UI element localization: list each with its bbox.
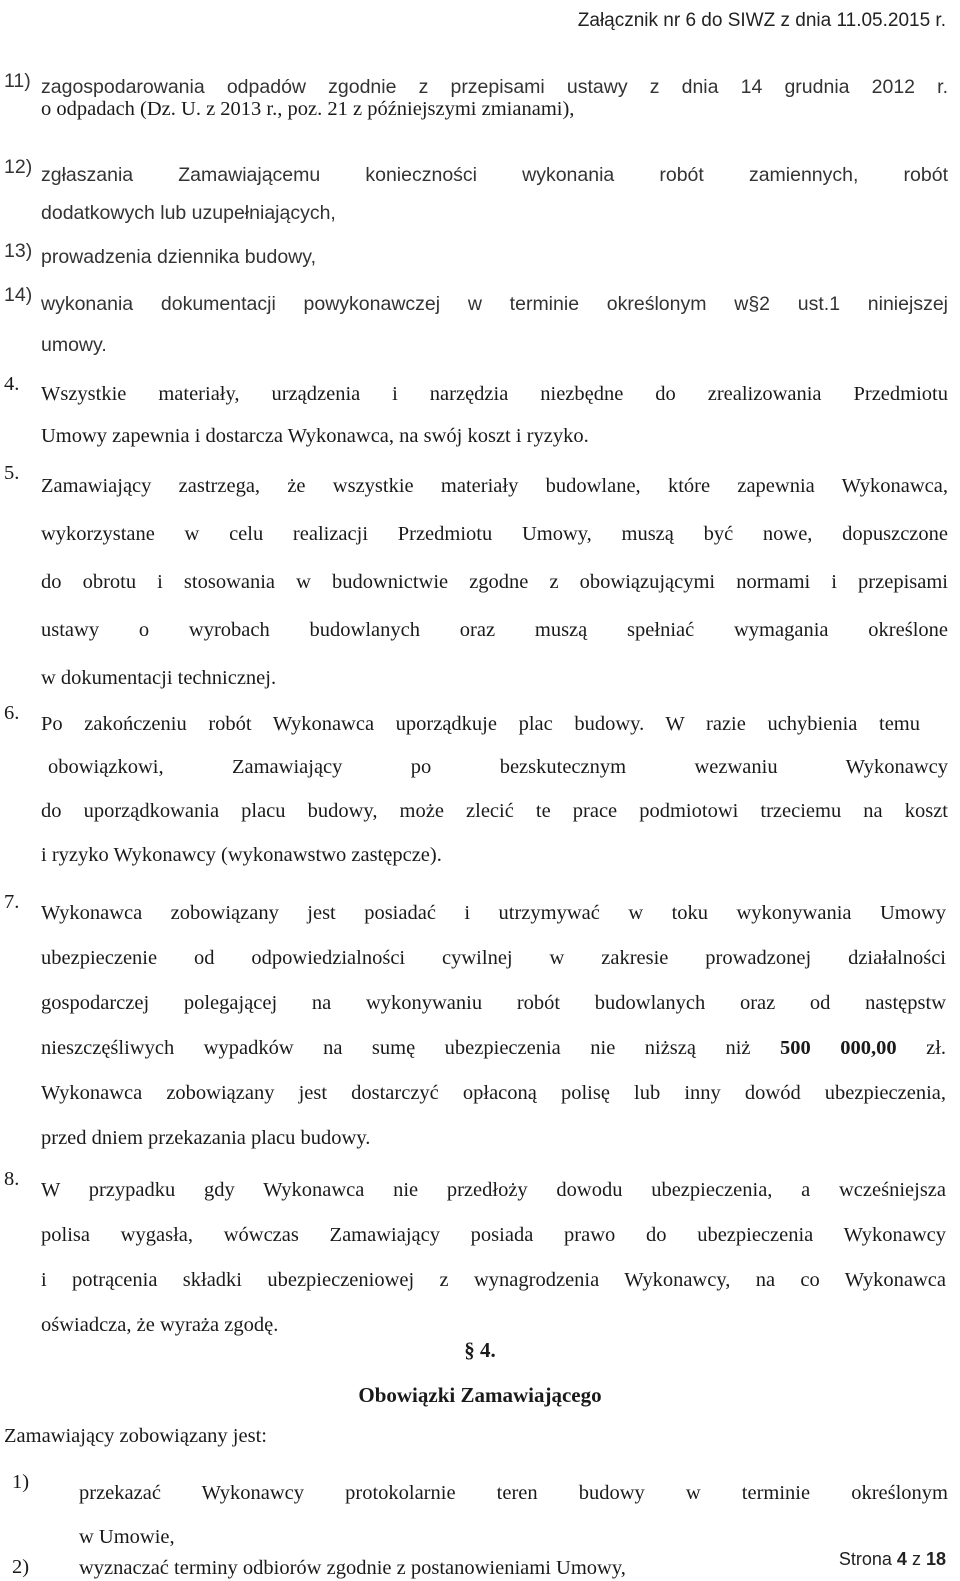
paragraph-line: polisa wygasła, wówczas Zamawiający posiada prawo do ubezpieczenia Wykonawcy: [41, 1224, 946, 1246]
currency: zł.: [926, 1037, 947, 1059]
paragraph-line: przed dniem przekazania placu budowy.: [41, 1127, 371, 1149]
page-footer: [839, 1549, 946, 1570]
item-line: wyznaczać terminy odbiorów zgodnie z postanowieniami Umowy,: [79, 1557, 626, 1579]
item-number: 1): [12, 1471, 30, 1493]
paragraph-line: oświadcza, że wyraża zgodę.: [41, 1314, 279, 1336]
paragraph-line: Wszystkie materiały, urządzenia i narzędzia niezbędne do zrealizowania Przedmiotu: [41, 383, 948, 405]
item-line: o odpadach (Dz. U. z 2013 r., poz. 21 z późniejszymi zmianami),: [41, 98, 575, 120]
paragraph-line: i potrącenia składki ubezpieczeniowej z wynagrodzenia Wykonawcy, na co Wykonawca: [41, 1269, 946, 1291]
paragraph-line: nieszczęśliwych wypadków na sumę ubezpieczenia nie niższą niż: [41, 1037, 751, 1059]
paragraph-number: 7.: [4, 891, 20, 913]
item-line: dodatkowych lub uzupełniających,: [41, 202, 336, 224]
paragraph-line: ustawy o wyrobach budowlanych oraz muszą spełniać wymagania określone: [41, 619, 948, 641]
item-number: 12): [4, 156, 33, 178]
paragraph-line: do obrotu i stosowania w budownictwie zgodne z obowiązującymi normami i przepisami: [41, 571, 948, 593]
item-line: umowy.: [41, 334, 107, 356]
insurance-amount: 500 000,00: [780, 1037, 897, 1059]
paragraph-line: Po zakończeniu robót Wykonawca uporządkuje plac budowy. W razie uchybienia temu: [41, 713, 920, 735]
paragraph-line: i ryzyko Wykonawcy (wykonawstwo zastępcze).: [41, 844, 442, 866]
paragraph-number: 6.: [4, 702, 20, 724]
footer-mid: z: [911, 1549, 921, 1569]
section-number: § 4.: [464, 1338, 496, 1362]
item-number: 11): [4, 70, 31, 92]
section-title: Obowiązki Zamawiającego: [358, 1383, 602, 1407]
item-number: 14): [4, 284, 33, 306]
footer-prefix: Strona: [838, 1549, 892, 1569]
item-line: wykonania dokumentacji powykonawczej w terminie określonym w§2 ust.1 niniejszej: [41, 293, 948, 315]
paragraph-line: W przypadku gdy Wykonawca nie przedłoży dowodu ubezpieczenia, a wcześniejsza: [41, 1179, 946, 1201]
item-line: zgłaszania Zamawiającemu konieczności wykonania robót zamiennych, robót: [41, 164, 948, 186]
item-number: 13): [4, 240, 33, 262]
paragraph-line: ubezpieczenie od odpowiedzialności cywilnej w zakresie prowadzonej działalności: [41, 947, 946, 969]
footer-page: 4: [896, 1549, 907, 1569]
paragraph-line: Wykonawca zobowiązany jest posiadać i utrzymywać w toku wykonywania Umowy: [41, 902, 946, 924]
item-line: w Umowie,: [79, 1526, 175, 1548]
paragraph-number: 5.: [4, 462, 20, 484]
paragraph-line: do uporządkowania placu budowy, może zlecić te prace podmiotowi trzeciemu na koszt: [41, 800, 948, 822]
paragraph-line: Zamawiający zastrzega, że wszystkie materiały budowlane, które zapewnia Wykonawca,: [41, 475, 948, 497]
paragraph-line: w dokumentacji technicznej.: [41, 667, 277, 689]
item-line: przekazać Wykonawcy protokolarnie teren budowy w terminie określonym: [79, 1482, 948, 1504]
paragraph-line: gospodarczej polegającej na wykonywaniu robót budowlanych oraz od następstw: [41, 992, 946, 1014]
paragraph-line: Wykonawca zobowiązany jest dostarczyć opłaconą polisę lub inny dowód ubezpieczenia,: [41, 1082, 946, 1104]
paragraph-number: 8.: [4, 1168, 20, 1190]
item-number: 2): [12, 1556, 30, 1578]
item-line: prowadzenia dziennika budowy,: [41, 246, 316, 268]
page-header: Załącznik nr 6 do SIWZ z dnia 11.05.2015 r.: [577, 10, 946, 31]
paragraph-line: obowiązkowi, Zamawiający po bezskutecznym wezwaniu Wykonawcy: [48, 756, 948, 778]
paragraph-line: wykorzystane w celu realizacji Przedmiotu Umowy, muszą być nowe, dopuszczone: [41, 523, 948, 545]
paragraph-line: Umowy zapewnia i dostarcza Wykonawca, na swój koszt i ryzyko.: [41, 425, 589, 447]
paragraph-line-with-amount: [41, 1026, 946, 1071]
item-line: zagospodarowania odpadów zgodnie z przepisami ustawy z dnia 14 grudnia 2012 r.: [41, 76, 948, 98]
paragraph-number: 4.: [4, 373, 20, 395]
intro-text: Zamawiający zobowiązany jest:: [4, 1425, 267, 1447]
footer-total: 18: [925, 1549, 946, 1569]
